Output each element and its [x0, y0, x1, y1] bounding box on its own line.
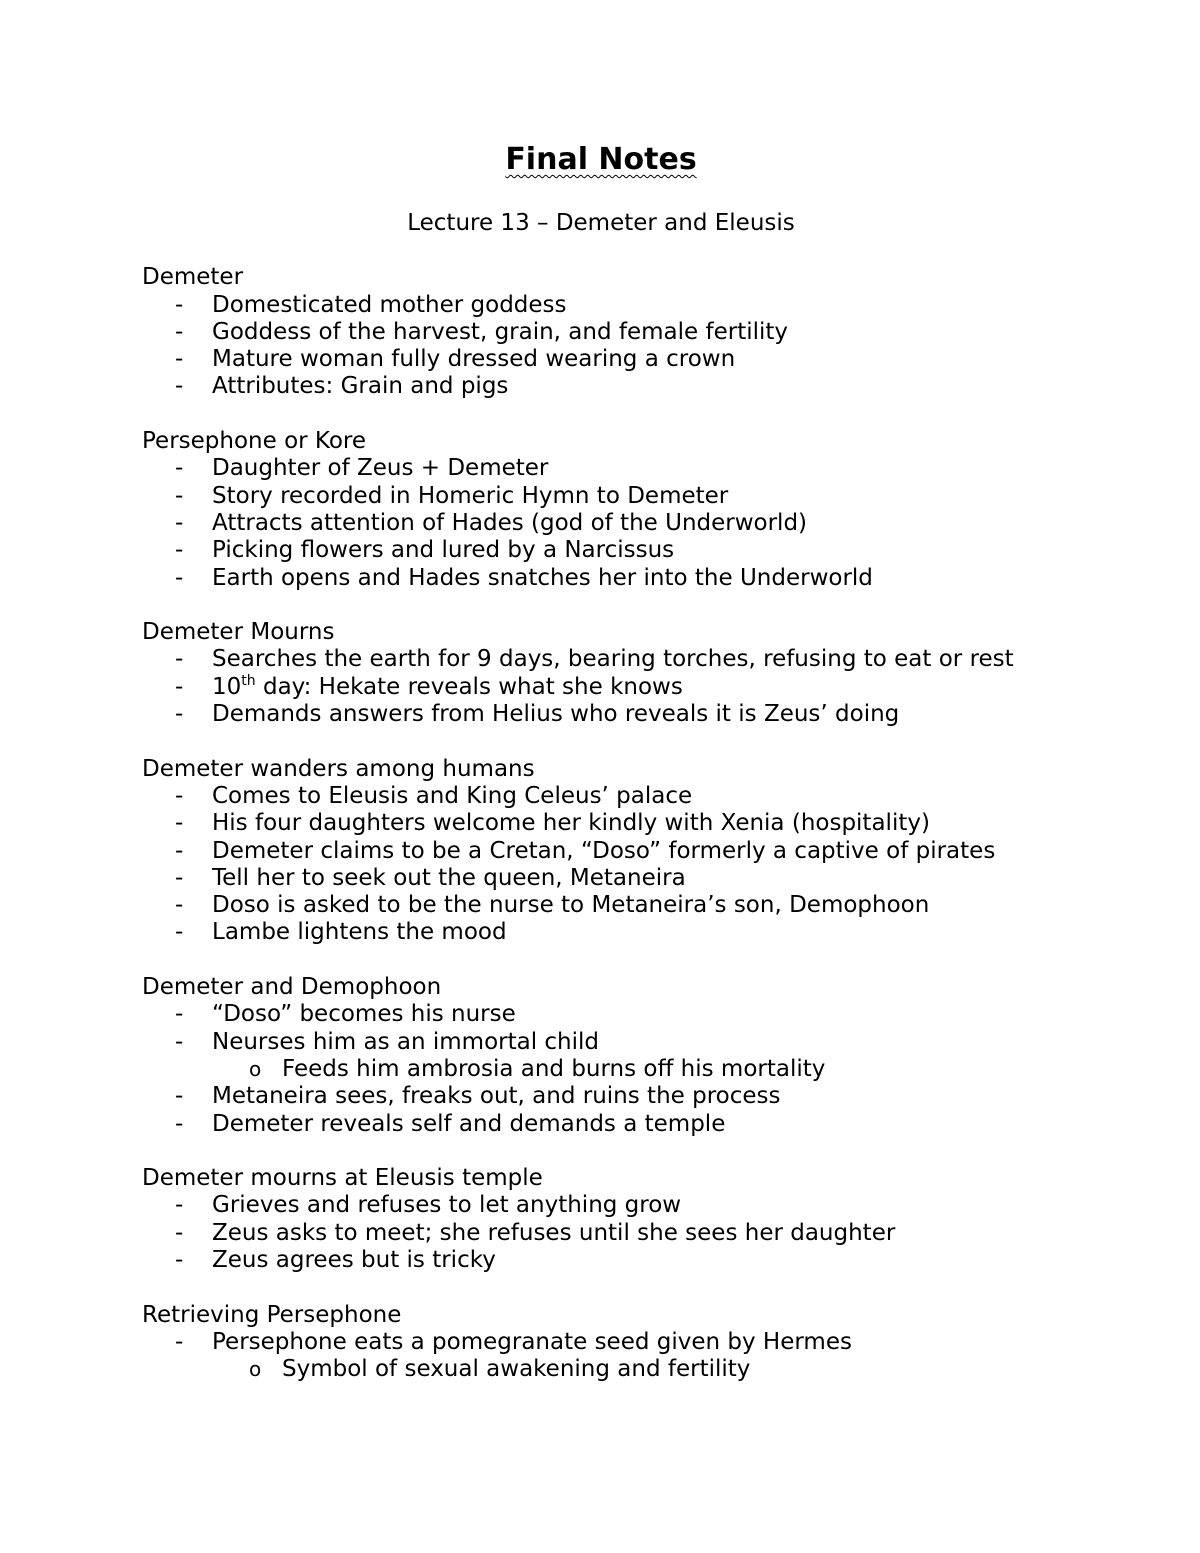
list-item	[142, 838, 1060, 865]
list-item	[142, 319, 1060, 346]
list-item	[142, 892, 1060, 919]
list-item	[142, 455, 1060, 482]
list-item-text: Comes to Eleusis and King Celeus’ palace	[212, 782, 693, 809]
section-heading: Retrieving Persephone	[142, 1301, 402, 1328]
list-item	[142, 510, 1060, 537]
bullet-list	[142, 1329, 1060, 1384]
list-item	[142, 1329, 1060, 1384]
notes-section	[142, 428, 1060, 592]
ordinal-suffix: th	[241, 672, 256, 689]
notes-body	[142, 264, 1060, 1383]
list-item-text: Metaneira sees, freaks out, and ruins the process	[212, 1083, 781, 1110]
bullet-list	[142, 1192, 1060, 1274]
list-item-text: Persephone eats a pomegranate seed given by Hermes	[212, 1328, 852, 1355]
bullet-list	[142, 292, 1060, 401]
list-item	[142, 1192, 1060, 1219]
section-heading: Demeter Mourns	[142, 619, 335, 646]
list-item	[142, 646, 1060, 673]
list-item-text: Demeter reveals self and demands a temple	[212, 1110, 726, 1137]
list-item	[142, 1247, 1060, 1274]
list-item	[142, 810, 1060, 837]
list-item-text-rest: day: Hekate reveals what she knows	[255, 673, 683, 700]
list-item-text: Zeus asks to meet; she refuses until she sees her daughter	[212, 1219, 896, 1246]
list-item	[142, 701, 1060, 728]
list-item	[142, 565, 1060, 592]
list-item	[142, 1029, 1060, 1084]
notes-section	[142, 1165, 1060, 1274]
list-item	[142, 373, 1060, 400]
list-item-text: His four daughters welcome her kindly with Xenia (hospitality)	[212, 810, 930, 837]
section-heading: Demeter mourns at Eleusis temple	[142, 1165, 543, 1192]
document-title: Final Notes	[505, 142, 697, 177]
list-item	[142, 783, 1060, 810]
section-heading: Persephone or Kore	[142, 428, 367, 455]
list-item	[142, 1083, 1060, 1110]
list-item-text: “Doso” becomes his nurse	[212, 1001, 516, 1028]
list-item	[142, 1111, 1060, 1138]
list-item-text: Story recorded in Homeric Hymn to Demeter	[212, 482, 729, 509]
list-item-text: Domesticated mother goddess	[212, 291, 567, 318]
bullet-list	[142, 783, 1060, 947]
list-item-text: 10	[212, 673, 242, 700]
bullet-list	[142, 455, 1060, 591]
list-item	[142, 919, 1060, 946]
section-heading: Demeter and Demophoon	[142, 974, 442, 1001]
list-item	[142, 292, 1060, 319]
list-item-text: Earth opens and Hades snatches her into the Underworld	[212, 564, 873, 591]
section-heading: Demeter	[142, 264, 244, 291]
list-item-text: Attributes: Grain and pigs	[212, 373, 509, 400]
list-item	[142, 483, 1060, 510]
list-item	[142, 865, 1060, 892]
section-heading: Demeter wanders among humans	[142, 755, 535, 782]
list-item-text: Picking flowers and lured by a Narcissus	[212, 537, 675, 564]
notes-section	[142, 1302, 1060, 1384]
lecture-subtitle: Lecture 13 – Demeter and Eleusis	[407, 210, 795, 236]
sub-bullet-list	[212, 1056, 1060, 1083]
notes-section	[142, 264, 1060, 400]
list-item-text: Demands answers from Helius who reveals it is Zeus’ doing	[212, 701, 900, 728]
bullet-list	[142, 646, 1060, 728]
notes-section	[142, 619, 1060, 728]
notes-section	[142, 974, 1060, 1138]
list-item	[142, 674, 1060, 701]
list-item-text: Mature woman fully dressed wearing a crown	[212, 346, 736, 373]
list-item	[142, 346, 1060, 373]
list-item-text: Daughter of Zeus + Demeter	[212, 455, 549, 482]
list-item	[142, 1001, 1060, 1028]
list-item	[142, 537, 1060, 564]
sub-bullet-list	[212, 1356, 1060, 1383]
list-item-text: Grieves and refuses to let anything grow	[212, 1192, 682, 1219]
list-item-text: Demeter claims to be a Cretan, “Doso” formerly a captive of pirates	[212, 837, 996, 864]
list-item-text: Tell her to seek out the queen, Metaneira	[212, 864, 686, 891]
sub-list-item: o Feeds him ambrosia and burns off his mortality	[212, 1056, 1060, 1083]
list-item-text: Neurses him as an immortal child	[212, 1028, 600, 1055]
list-item-text: Attracts attention of Hades (god of the Underworld)	[212, 509, 808, 536]
list-item-text: Lambe lightens the mood	[212, 919, 507, 946]
list-item	[142, 1220, 1060, 1247]
sub-list-item: o Symbol of sexual awakening and fertility	[212, 1356, 1060, 1383]
bullet-list	[142, 1001, 1060, 1137]
list-item-text: Zeus agrees but is tricky	[212, 1246, 496, 1273]
list-item-text: Goddess of the harvest, grain, and female fertility	[212, 318, 789, 345]
notes-section	[142, 756, 1060, 947]
list-item-text: Doso is asked to be the nurse to Metaneira’s son, Demophoon	[212, 892, 930, 919]
list-item-text: Searches the earth for 9 days, bearing torches, refusing to eat or rest	[212, 646, 1014, 673]
